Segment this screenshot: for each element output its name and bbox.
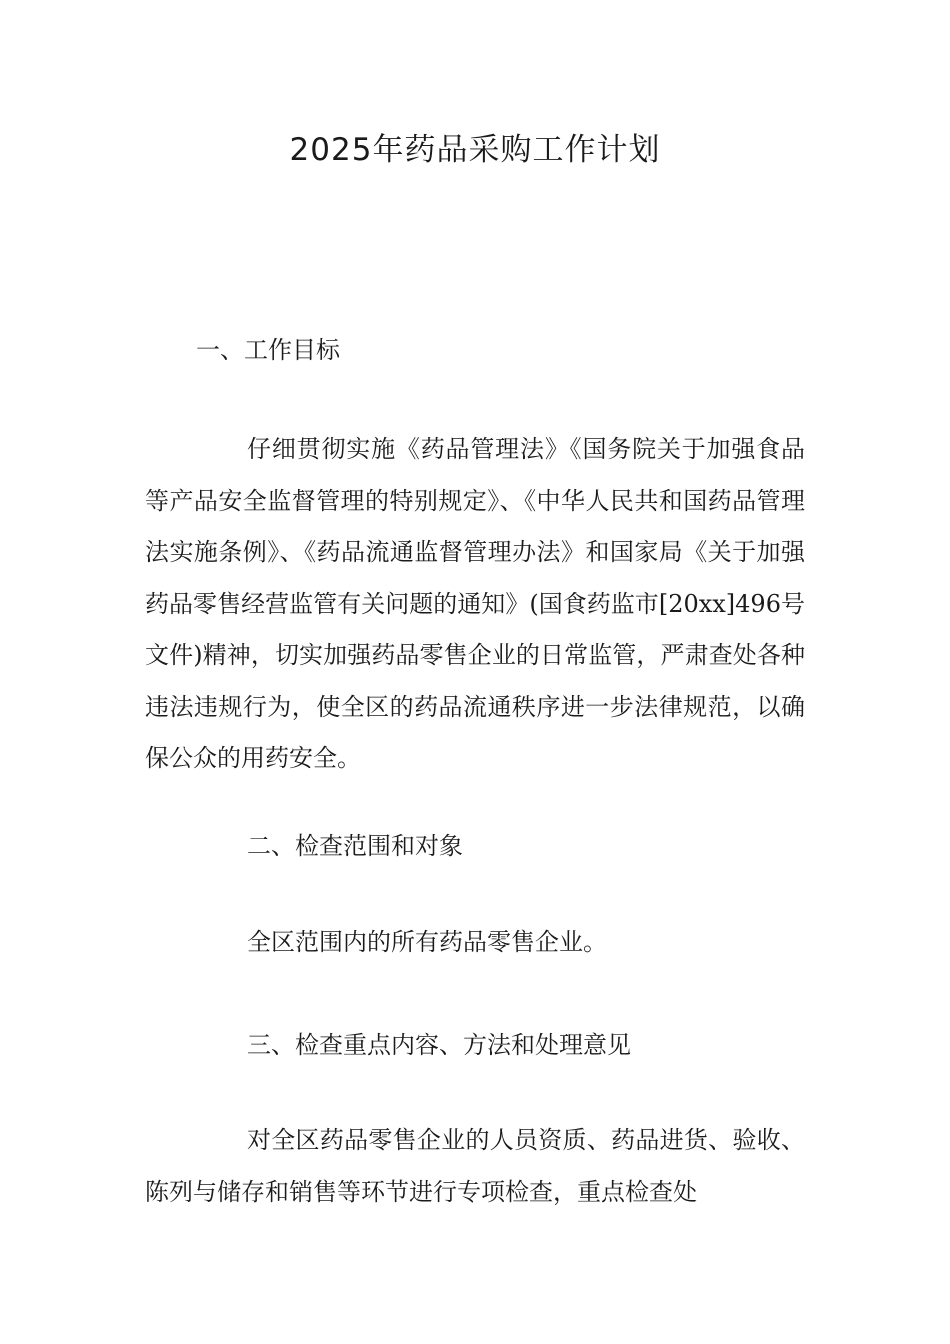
document-title: 2025年药品采购工作计划 — [289, 132, 661, 168]
section-heading-scope: 二、检查范围和对象 — [247, 832, 463, 860]
section-body-inspection: 对全区药品零售企业的人员资质、药品进货、验收、陈列与储存和销售等环节进行专项检查，重点检查处 — [145, 1126, 805, 1206]
section-heading-inspection: 三、检查重点内容、方法和处理意见 — [247, 1031, 631, 1059]
section-body-goals: 仔细贯彻实施《药品管理法》《国务院关于加强食品等产品安全监督管理的特别规定》、《中华人民共和国药品管理法实施条例》、《药品流通监督管理办法》和国家局《关于加强药品零售经营监管有关问题的通知》(国食药监市[20xx]496号文件)精神，切实加强药品零售企业的日常监管，严肃查处各种违法违规行为，使全区的药品流通秩序进一步法律规范，以确保公众的用药安全。 — [145, 435, 805, 772]
section-heading-goals: 一、工作目标 — [196, 336, 340, 364]
section-body-scope: 全区范围内的所有药品零售企业。 — [247, 928, 607, 956]
